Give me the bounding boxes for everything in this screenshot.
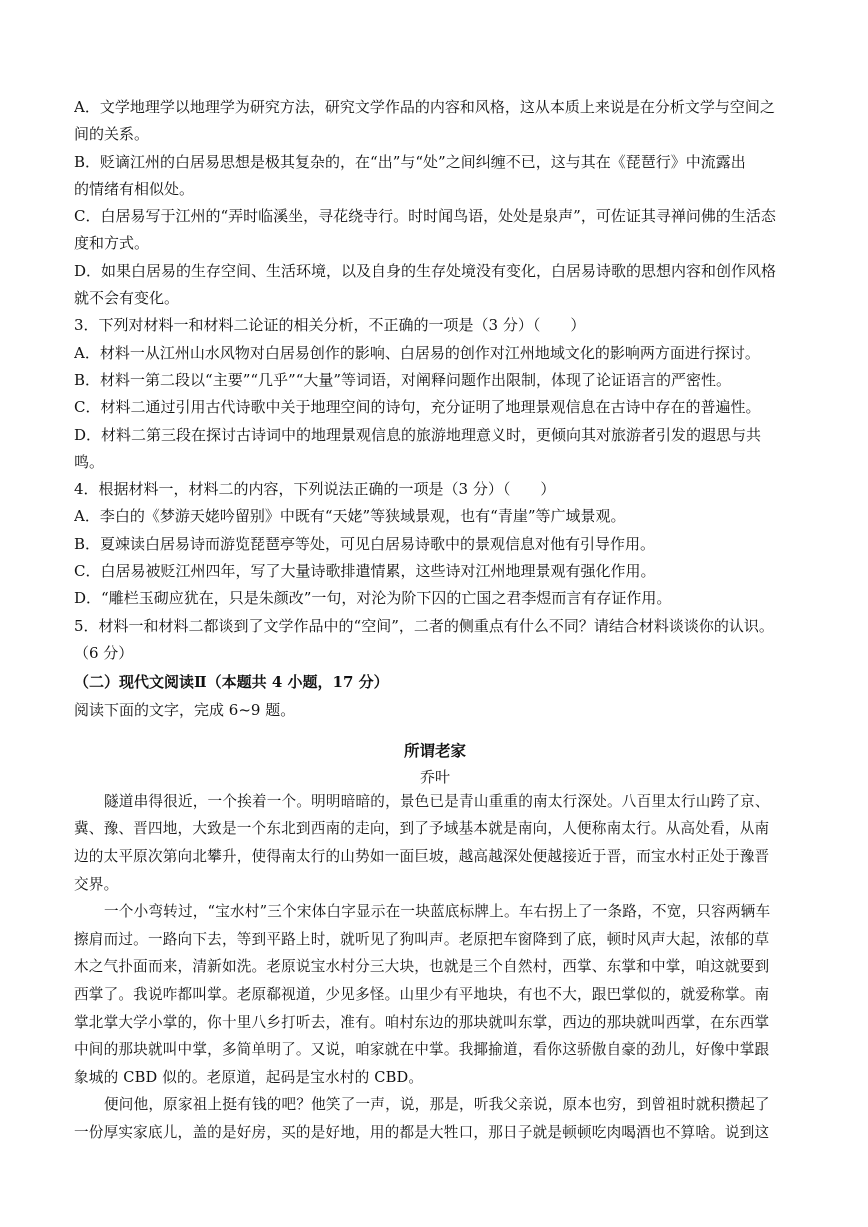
q4-option: B．夏竦读白居易诗而游览琵琶亭等处，可见白居易诗歌中的景观信息对他有引导作用。 <box>74 534 656 553</box>
q4-option: C．白居易被贬江州四年，写了大量诗歌排遣情累，这些诗对江州地理景观有强化作用。 <box>74 562 656 581</box>
q5-score: （6 分） <box>74 643 134 662</box>
paragraph-line: 交界。 <box>74 875 119 893</box>
q2-line: B．贬谪江州的白居易思想是极其复杂的，在“出”与“处”之间纠缠不已，这与其在《琵琶行》中流露出 <box>74 152 746 171</box>
q2-line: D．如果白居易的生存空间、生活环境，以及自身的生存处境没有变化，白居易诗歌的思想内容和创作风格 <box>74 261 777 280</box>
q2-line: 度和方式。 <box>74 234 150 253</box>
paragraph-line: 隧道串得很近，一个挨着一个。明明暗暗的，景色已是青山重重的南太行深处。八百里太行山跨了京、 <box>104 792 770 810</box>
q3-option: B．材料一第二段以“主要”“几乎”“大量”等词语，对阐释问题作出限制，体现了论证语言的严密性。 <box>74 370 732 389</box>
paragraph-line: 便问他，原家祖上挺有钱的吧？他笑了一声，说，那是，听我父亲说，原本也穷，到曾祖时就积攒起了 <box>104 1096 770 1114</box>
q2-line: 就不会有变化。 <box>74 289 180 308</box>
paragraph-line: 一个小弯转过，“宝水村”三个宋体白字显示在一块蓝底标牌上。车右拐上了一条路，不宽，只容两辆车 <box>104 903 771 921</box>
paragraph-line: 一份厚实家底儿，盖的是好房，买的是好地，用的都是大牲口，那日子就是顿顿吃肉喝酒也不算啥。说到这 <box>74 1123 770 1141</box>
q3-option: D．材料二第三段在探讨古诗词中的地理景观信息的旅游地理意义时，更倾向其对旅游者引发的遐思与共 <box>74 425 762 444</box>
paragraph-line: 擦肩而过。一路向下去，等到平路上时，就听见了狗叫声。老原把车窗降到了底，顿时风声大起，浓郁的草 <box>74 930 770 948</box>
paragraph-line: 中间的那块就叫中掌，多简单明了。又说，咱家就在中掌。我揶揄道，看你这骄傲自豪的劲儿，好像中掌跟 <box>74 1041 770 1059</box>
paragraph-line: 掌北掌大学小掌的，你十里八乡打听去，准有。咱村东边的那块就叫东掌，西边的那块就叫西掌，在东西掌 <box>74 1013 770 1031</box>
q3-option: C．材料二通过引用古代诗歌中关于地理空间的诗句，充分证明了地理景观信息在古诗中存在的普遍性。 <box>74 398 761 417</box>
q3-option: 鸣。 <box>74 452 105 471</box>
article-author: 乔叶 <box>419 767 450 786</box>
question-4 <box>74 476 796 612</box>
document-page <box>74 94 796 1147</box>
reading-instruction: 阅读下面的文字，完成 6~9 题。 <box>74 700 296 719</box>
question-3 <box>74 312 796 476</box>
section-heading: （二）现代文阅读Ⅱ（本题共 4 小题，17 分） <box>74 673 389 692</box>
paragraph-line: 冀、豫、晋四地，大致是一个东北到西南的走向，到了予域基本就是南向，人便称南太行。从高处看，从南 <box>74 820 770 838</box>
q5-stem: 5．材料一和材料二都谈到了文学作品中的“空间”，二者的侧重点有什么不同？请结合材料谈谈你的认识。 <box>74 616 774 635</box>
question-5 <box>74 613 796 668</box>
question-2-options <box>74 94 796 312</box>
q4-stem: 4．根据材料一，材料二的内容，下列说法正确的一项是（3 分）（ ） <box>74 480 556 499</box>
paragraph-line: 象城的 CBD 似的。老原道，起码是宝水村的 CBD。 <box>74 1068 424 1086</box>
article-body <box>74 788 796 1147</box>
paragraph-line: 木之气扑面而来，清新如洗。老原说宝水村分三大块，也就是三个自然村，西掌、东掌和中掌，咱这就要到 <box>74 958 770 976</box>
q2-line: A．文学地理学以地理学为研究方法，研究文学作品的内容和风格，这从本质上来说是在分析文学与空间之 <box>74 98 775 116</box>
article-title: 所谓老家 <box>403 740 466 760</box>
paragraph-line: 边的太平原次第向北攀升，使得南太行的山势如一面巨坡，越高越深处便越接近于晋，而宝水村正处于豫晋 <box>74 848 770 866</box>
q2-line: 间的关系。 <box>74 125 150 144</box>
q2-line: 的情绪有相似处。 <box>74 179 195 198</box>
paragraph-line: 西掌了。我说咋都叫掌。老原郗视道，少见多怪。山里少有平地块，有也不大，跟巴掌似的，就爱称掌。南 <box>74 985 770 1003</box>
q3-option: A．材料一从江州山水风物对白居易创作的影响、白居易的创作对江州地域文化的影响两方面进行探讨。 <box>74 343 760 362</box>
q4-option: A．李白的《梦游天姥吟留别》中既有“天姥”等狭域景观，也有“青崖”等广域景观。 <box>74 507 626 526</box>
q2-line: C．白居易写于江州的“弄时临溪坐，寻花绕寺行。时时闻鸟语，处处是泉声”，可佐证其寻禅问佛的生活态 <box>74 207 776 226</box>
q4-option: D．“雕栏玉砌应犹在，只是朱颜改”一句，对沦为阶下囚的亡国之君李煜而言有存证作用。 <box>74 589 672 608</box>
q3-stem: 3．下列对材料一和材料二论证的相关分析，不正确的一项是（3 分）（ ） <box>74 316 586 335</box>
